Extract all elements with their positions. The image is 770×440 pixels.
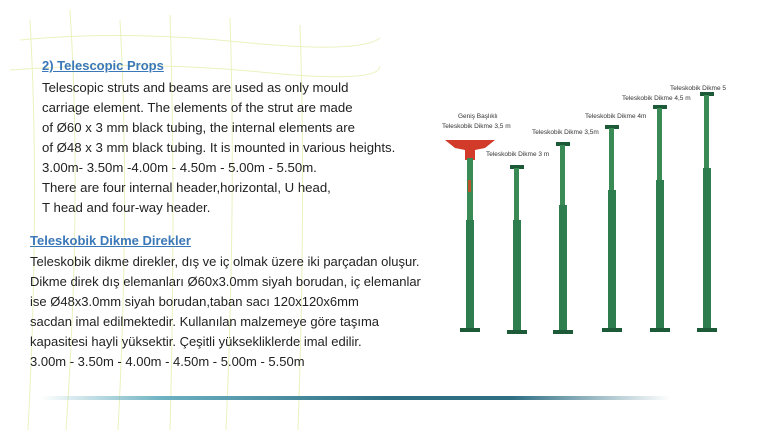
prop-3 — [553, 142, 573, 334]
prop-6-label: Teleskobik Dikme 5 — [670, 85, 726, 92]
prop-2-label: Teleskobik Dikme 3 m — [486, 151, 550, 158]
prop-1-label-a: Geniş Başlıklı — [458, 113, 498, 120]
prop-2 — [507, 165, 527, 334]
prop-1-label-b: Teleskobik Dikme 3,5 m — [442, 123, 511, 130]
prop-5 — [650, 105, 670, 332]
prop-3-label: Teleskobik Dikme 3,5m — [532, 129, 599, 136]
telescopic-props-figure — [430, 70, 760, 340]
prop-4-label: Teleskobik Dikme 4m — [585, 113, 647, 120]
prop-5-label: Teleskobik Dikme 4,5 m — [622, 95, 691, 102]
section-body-en: Telescopic struts and beams are used as only mould carriage element. The elements of the strut are made of Ø60 x 3 mm black tubing, the internal elements are of Ø48 x 3 mm black tubing. It is mounted in various heights. 3.00m- 3.50m -4.00m - 4.50m - 5.00m - 5.50m. There are four internal header,horizontal, U head, T head and four-way header. — [42, 80, 396, 215]
section-heading-en: 2) Telescopic Props — [42, 58, 164, 73]
section-body-tr: Teleskobik dikme direkler, dış ve iç olmak üzere iki parçadan oluşur. Dikme direk dış elemanları Ø60x3.0mm siyah borudan, iç elemanlar ise Ø48x3.0mm siyah borudan,taban sacı 120x120x6mm sacdan imal edilmektedir. Kullanılan malzemeye göre taşıma kapasitesi hayli yüksektir. Çeşitli yüksekliklerde imal edilir. 3.00m - 3.50m - 4.00m - 4.50m - 5.00m - 5.50m — [30, 254, 421, 369]
prop-6 — [697, 92, 717, 332]
decorative-divider — [40, 396, 670, 400]
section-heading-tr: Teleskobik Dikme Direkler — [30, 233, 191, 248]
prop-4 — [602, 125, 622, 332]
prop-1-wide-head — [445, 140, 495, 332]
